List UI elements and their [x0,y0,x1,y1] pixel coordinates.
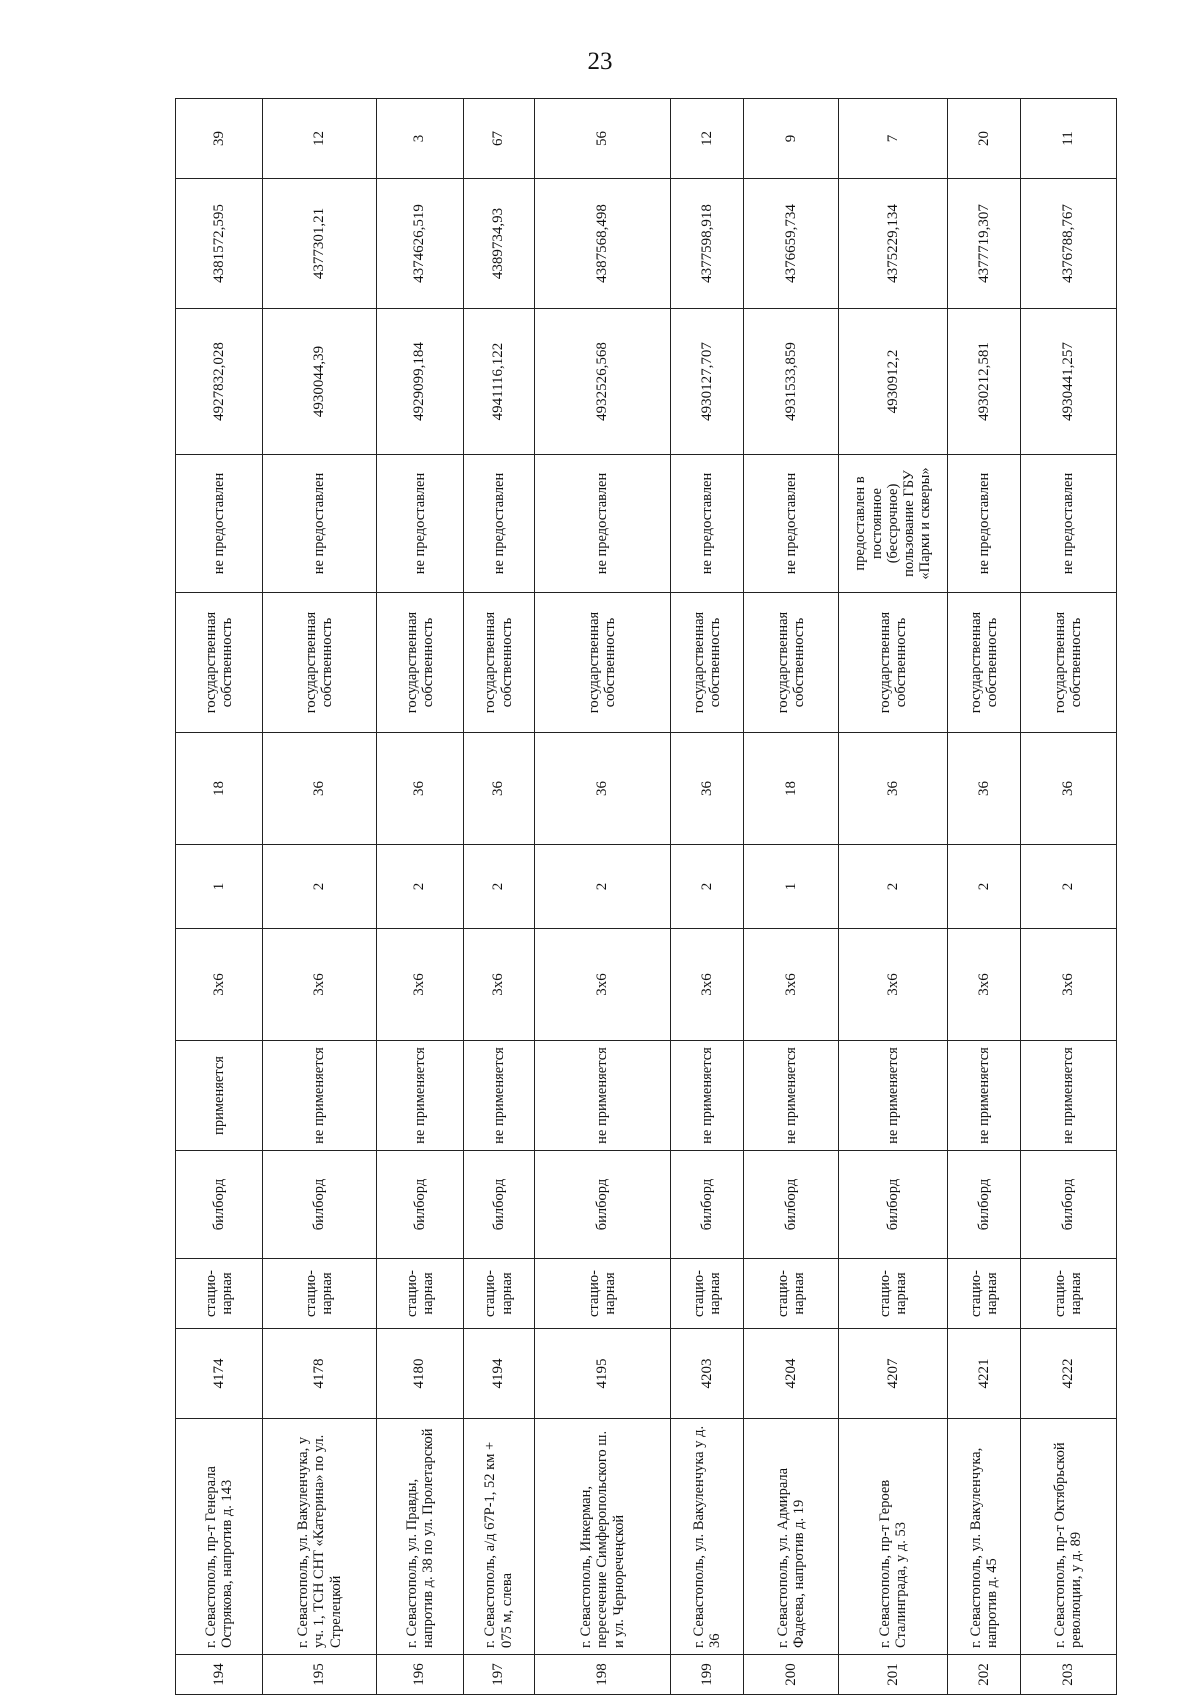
size-cell: 3х6 [838,929,947,1041]
sides-count: 2 [376,845,463,929]
table-row [263,99,377,1695]
coordinate-y: 4376659,734 [744,179,839,309]
row-number: 199 [671,1655,744,1695]
structure-type: билборд [744,1151,839,1259]
row-number: 195 [263,1655,377,1695]
size-cell: 3х6 [263,929,377,1041]
row-number: 202 [948,1655,1021,1695]
sides-count: 2 [534,845,671,929]
structure-type: билборд [671,1151,744,1259]
land-status-cell: не предоставлен [1020,455,1116,593]
table-row [534,99,671,1695]
structure-type: билборд [1020,1151,1116,1259]
area-cell: 18 [176,733,263,845]
table-row [671,99,744,1695]
coordinate-x: 4931533,859 [744,309,839,455]
page-number: 23 [587,48,613,75]
structure-id: 4178 [263,1329,377,1419]
last-column-value: 7 [838,99,947,179]
ownership-cell: государственная собственность [376,593,463,733]
lighting-cell: не применяется [263,1041,377,1151]
coordinate-x: 4930441,257 [1020,309,1116,455]
address-cell: г. Севастополь, ул. Правды, напротив д. 38 по ул. Пролетарской [376,1419,463,1655]
size-cell: 3х6 [744,929,839,1041]
table-row [744,99,839,1695]
area-cell: 36 [1020,733,1116,845]
table-row [1020,99,1116,1695]
advertising-structures-table [175,98,1117,1695]
coordinate-y: 4375229,134 [838,179,947,309]
structure-type: билборд [948,1151,1021,1259]
row-number: 203 [1020,1655,1116,1695]
structure-kind: стацио-нарная [1020,1259,1116,1329]
coordinate-y: 4387568,498 [534,179,671,309]
lighting-cell: не применяется [948,1041,1021,1151]
size-cell: 3х6 [948,929,1021,1041]
coordinate-x: 4927832,028 [176,309,263,455]
coordinate-y: 4376788,767 [1020,179,1116,309]
structure-kind: стацио-нарная [671,1259,744,1329]
address-cell: г. Севастополь, ул. Вакуленчука, у уч. 1, ТСН СНТ «Катерина» по ул. Стрелецкой [263,1419,377,1655]
last-column-value: 12 [263,99,377,179]
coordinate-y: 4389734,93 [463,179,534,309]
table-row [948,99,1021,1695]
structure-type: билборд [263,1151,377,1259]
last-column-value: 39 [176,99,263,179]
area-cell: 36 [948,733,1021,845]
structure-kind: стацио-нарная [463,1259,534,1329]
ownership-cell: государственная собственность [744,593,839,733]
last-column-value: 20 [948,99,1021,179]
structure-type: билборд [376,1151,463,1259]
land-status-cell: предоставлен в постоянное (бессрочное) пользование ГБУ «Парки и скверы» [838,455,947,593]
rotated-table-wrapper [175,99,1117,1695]
structure-id: 4203 [671,1329,744,1419]
size-cell: 3х6 [1020,929,1116,1041]
lighting-cell: не применяется [671,1041,744,1151]
structure-kind: стацио-нарная [948,1259,1021,1329]
coordinate-x: 4930127,707 [671,309,744,455]
lighting-cell: не применяется [463,1041,534,1151]
area-cell: 36 [671,733,744,845]
ownership-cell: государственная собственность [838,593,947,733]
land-status-cell: не предоставлен [176,455,263,593]
size-cell: 3х6 [671,929,744,1041]
coordinate-x: 4930912,2 [838,309,947,455]
area-cell: 36 [534,733,671,845]
sides-count: 2 [1020,845,1116,929]
coordinate-y: 4377719,307 [948,179,1021,309]
structure-id: 4204 [744,1329,839,1419]
address-cell: г. Севастополь, ул. Вакуленчука у д. 36 [671,1419,744,1655]
last-column-value: 3 [376,99,463,179]
structure-kind: стацио-нарная [176,1259,263,1329]
structure-id: 4221 [948,1329,1021,1419]
table-row [463,99,534,1695]
last-column-value: 11 [1020,99,1116,179]
area-cell: 36 [263,733,377,845]
structure-id: 4194 [463,1329,534,1419]
last-column-value: 12 [671,99,744,179]
lighting-cell: не применяется [376,1041,463,1151]
area-cell: 36 [838,733,947,845]
table-row [838,99,947,1695]
land-status-cell: не предоставлен [671,455,744,593]
ownership-cell: государственная собственность [534,593,671,733]
structure-id: 4195 [534,1329,671,1419]
last-column-value: 9 [744,99,839,179]
sides-count: 2 [838,845,947,929]
address-cell: г. Севастополь, Инкерман, пересечение Симферопольского ш. и ул. Черноречеңской [534,1419,671,1655]
ownership-cell: государственная собственность [948,593,1021,733]
sides-count: 2 [463,845,534,929]
row-number: 196 [376,1655,463,1695]
coordinate-x: 4941116,122 [463,309,534,455]
structure-kind: стацио-нарная [838,1259,947,1329]
land-status-cell: не предоставлен [534,455,671,593]
address-cell: г. Севастополь, а/д 67Р-1, 52 км + 075 м, слева [463,1419,534,1655]
area-cell: 36 [463,733,534,845]
ownership-cell: государственная собственность [671,593,744,733]
structure-type: билборд [463,1151,534,1259]
table-row [176,99,263,1695]
structure-type: билборд [176,1151,263,1259]
structure-kind: стацио-нарная [744,1259,839,1329]
size-cell: 3х6 [534,929,671,1041]
coordinate-y: 4377301,21 [263,179,377,309]
last-column-value: 56 [534,99,671,179]
size-cell: 3х6 [176,929,263,1041]
land-status-cell: не предоставлен [376,455,463,593]
land-status-cell: не предоставлен [263,455,377,593]
structure-id: 4222 [1020,1329,1116,1419]
coordinate-x: 4930044,39 [263,309,377,455]
address-cell: г. Севастополь, ул. Адмирала Фадеева, напротив д. 19 [744,1419,839,1655]
row-number: 200 [744,1655,839,1695]
address-cell: г. Севастополь, пр-т Октябрьской революции, у д. 89 [1020,1419,1116,1655]
structure-id: 4207 [838,1329,947,1419]
coordinate-x: 4929099,184 [376,309,463,455]
sides-count: 2 [671,845,744,929]
structure-type: билборд [534,1151,671,1259]
structure-id: 4174 [176,1329,263,1419]
lighting-cell: не применяется [744,1041,839,1151]
area-cell: 36 [376,733,463,845]
ownership-cell: государственная собственность [176,593,263,733]
area-cell: 18 [744,733,839,845]
size-cell: 3х6 [463,929,534,1041]
row-number: 201 [838,1655,947,1695]
sides-count: 2 [948,845,1021,929]
last-column-value: 67 [463,99,534,179]
coordinate-y: 4377598,918 [671,179,744,309]
land-status-cell: не предоставлен [744,455,839,593]
row-number: 194 [176,1655,263,1695]
sides-count: 1 [744,845,839,929]
structure-kind: стацио-нарная [534,1259,671,1329]
size-cell: 3х6 [376,929,463,1041]
lighting-cell: применяется [176,1041,263,1151]
row-number: 198 [534,1655,671,1695]
land-status-cell: не предоставлен [463,455,534,593]
structure-kind: стацио-нарная [376,1259,463,1329]
land-status-cell: не предоставлен [948,455,1021,593]
structure-type: билборд [838,1151,947,1259]
table-body [176,99,1117,1695]
coordinate-x: 4930212,581 [948,309,1021,455]
ownership-cell: государственная собственность [1020,593,1116,733]
coordinate-y: 4374626,519 [376,179,463,309]
ownership-cell: государственная собственность [463,593,534,733]
address-cell: г. Севастополь, ул. Вакуленчука, напротив д. 45 [948,1419,1021,1655]
ownership-cell: государственная собственность [263,593,377,733]
table-row [376,99,463,1695]
coordinate-y: 4381572,595 [176,179,263,309]
address-cell: г. Севастополь, пр-т Героев Сталинграда, у д. 53 [838,1419,947,1655]
lighting-cell: не применяется [838,1041,947,1151]
coordinate-x: 4932526,568 [534,309,671,455]
sides-count: 2 [263,845,377,929]
lighting-cell: не применяется [534,1041,671,1151]
structure-id: 4180 [376,1329,463,1419]
sides-count: 1 [176,845,263,929]
lighting-cell: не применяется [1020,1041,1116,1151]
structure-kind: стацио-нарная [263,1259,377,1329]
row-number: 197 [463,1655,534,1695]
address-cell: г. Севастополь, пр-т Генерала Острякова, напротив д. 143 [176,1419,263,1655]
